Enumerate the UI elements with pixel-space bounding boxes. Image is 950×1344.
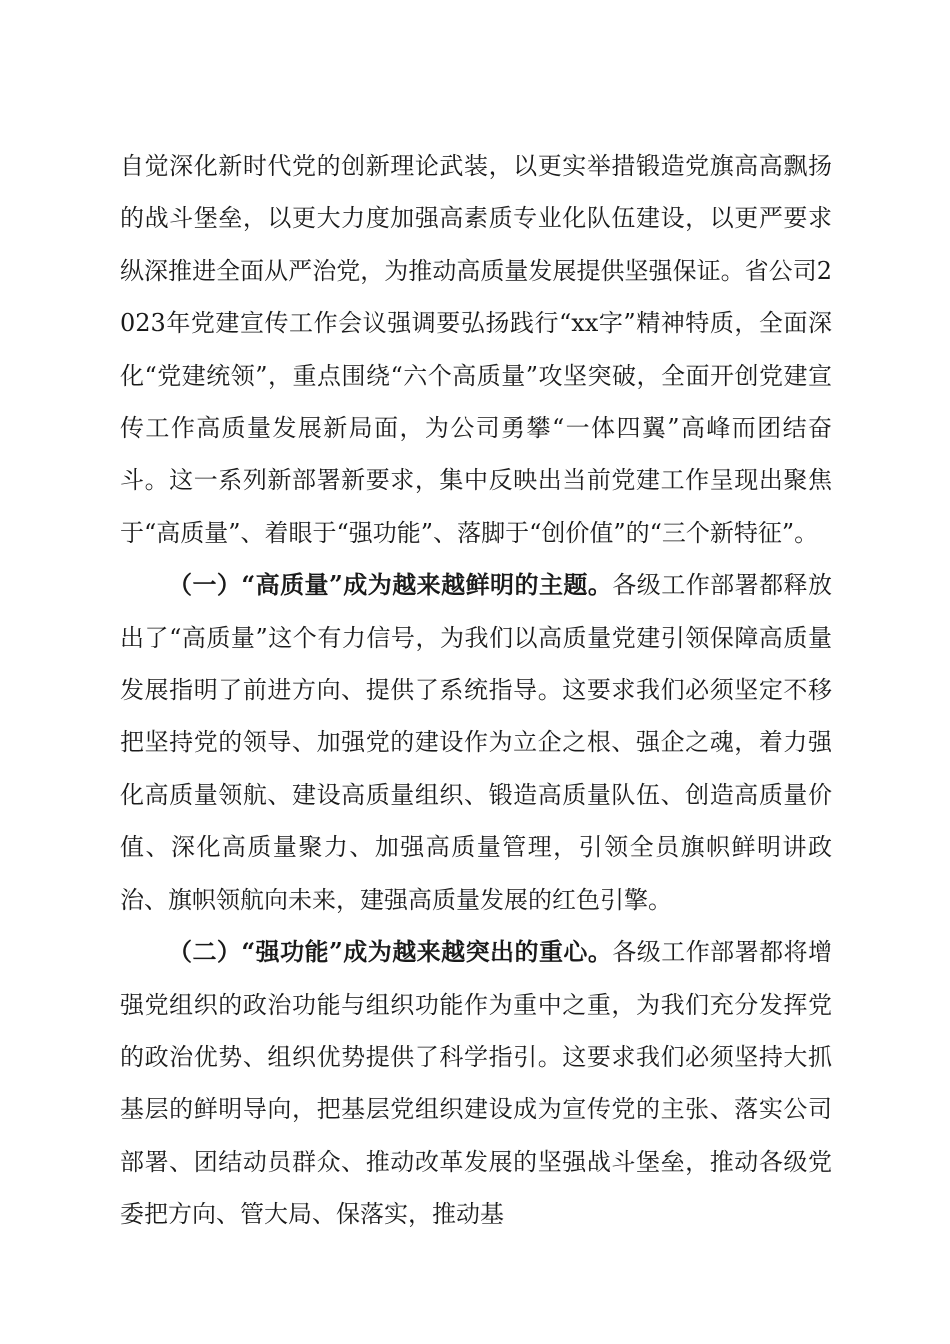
section-two-heading: （二）“强功能”成为越来越突出的重心。 <box>168 937 613 967</box>
document-body <box>120 140 832 1241</box>
paragraph-section-one <box>120 559 832 926</box>
paragraph-intro: 自觉深化新时代党的创新理论武装，以更实举措锻造党旗高高飘扬的战斗堡垒，以更大力度加强高素质专业化队伍建设，以更严要求纵深推进全面从严治党，为推动高质量发展提供坚强保证。省公司2023年党建宣传工作会议强调要弘扬践行“xx字”精神特质，全面深化“党建统领”，重点围绕“六个高质量”攻坚突破，全面开创党建宣传工作高质量发展新局面，为公司勇攀“一体四翼”高峰而团结奋斗。这一系列新部署新要求，集中反映出当前党建工作呈现出聚焦于“高质量”、着眼于“强功能”、落脚于“创价值”的“三个新特征”。 <box>120 152 832 547</box>
section-one-heading: （一）“高质量”成为越来越鲜明的主题。 <box>168 570 613 600</box>
section-two-body: 各级工作部署都将增强党组织的政治功能与组织功能作为重中之重，为我们充分发挥党的政治优势、组织优势提供了科学指引。这要求我们必须坚持大抓基层的鲜明导向，把基层党组织建设成为宣传党的主张、落实公司部署、团结动员群众、推动改革发展的坚强战斗堡垒，推动各级党委把方向、管大局、保落实，推动基 <box>120 938 832 1229</box>
section-one-body: 各级工作部署都释放出了“高质量”这个有力信号，为我们以高质量党建引领保障高质量发展指明了前进方向、提供了系统指导。这要求我们必须坚定不移把坚持党的领导、加强党的建设作为立企之根、强企之魂，着力强化高质量领航、建设高质量组织、锻造高质量队伍、创造高质量价值、深化高质量聚力、加强高质量管理，引领全员旗帜鲜明讲政治、旗帜领航向未来，建强高质量发展的红色引擎。 <box>120 571 832 914</box>
paragraph-section-two <box>120 926 832 1240</box>
